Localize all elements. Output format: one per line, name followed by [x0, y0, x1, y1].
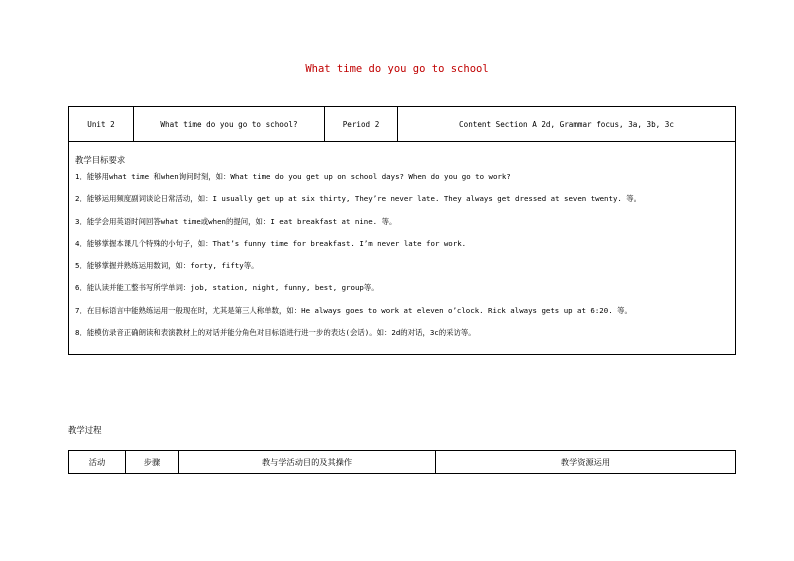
process-header-row: [69, 451, 736, 474]
question-cell: What time do you go to school?: [134, 107, 325, 142]
document-title: What time do you go to school: [305, 63, 489, 75]
lesson-plan-table: [68, 106, 736, 355]
objectives-cell: [69, 142, 736, 355]
objective-item: 8．能模仿录音正确朗读和表演教材上的对话并能分角色对目标语进行进一步的表达(会话)。如：2d的对话，3c的采访等。: [75, 328, 476, 338]
column-header-resources: 教学资源运用: [436, 451, 736, 474]
objective-item: 5．能够掌握并熟练运用数词，如：forty, fifty等。: [75, 261, 259, 271]
column-header-purpose: 教与学活动目的及其操作: [179, 451, 436, 474]
objective-item: 2．能够运用频度副词谈论日常活动，如：I usually get up at six thirty, They’re never late. They always get dressed at seven twenty. 等。: [75, 194, 642, 204]
content-cell: Content Section A 2d, Grammar focus, 3a, 3b, 3c: [398, 107, 736, 142]
column-header-steps: 步骤: [126, 451, 179, 474]
column-header-activity: 活动: [69, 451, 126, 474]
process-heading: 教学过程: [68, 425, 102, 435]
objective-item: 7．在目标语言中能熟练运用一般现在时，尤其是第三人称单数，如：He always goes to work at eleven o’clock. Rick always gets up at 6:20. 等。: [75, 305, 632, 315]
objective-item: 3．能学会用英语时间回答what time或when的提问，如：I eat breakfast at nine. 等。: [75, 216, 397, 226]
process-table: [68, 450, 736, 474]
period-cell: Period 2: [325, 107, 398, 142]
objectives-heading: 教学目标要求: [75, 155, 126, 165]
header-row: [69, 107, 736, 142]
objective-item: 4．能够掌握本课几个特殊的小句子，如：That’s funny time for breakfast. I’m never late for work.: [75, 238, 467, 248]
unit-cell: Unit 2: [69, 107, 134, 142]
objectives-row: [69, 142, 736, 355]
objective-item: 1．能够用what time 和when询问时刻，如：What time do you get up on school days? When do you go to work?: [75, 172, 511, 181]
objective-item: 6．能认读并能工整书写所学单词：job, station, night, funny, best, group等。: [75, 283, 379, 293]
